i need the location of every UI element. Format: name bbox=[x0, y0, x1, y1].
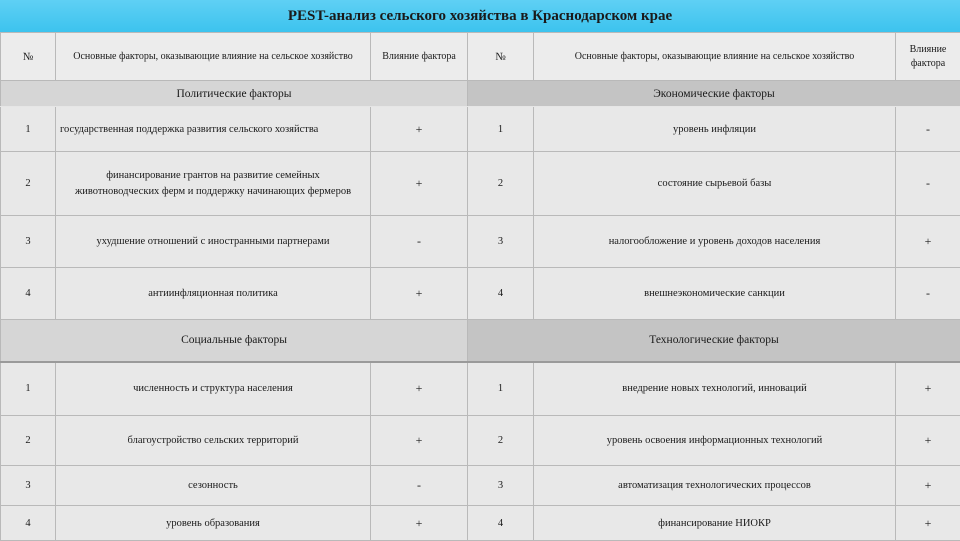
row-num: 4 bbox=[468, 506, 534, 541]
row-num: 3 bbox=[468, 466, 534, 506]
row-influence: + bbox=[896, 416, 960, 466]
section-title-technological: Технологические факторы bbox=[468, 320, 960, 362]
table-row bbox=[1, 416, 960, 466]
row-factor: сезонность bbox=[56, 466, 371, 506]
row-factor: благоустройство сельских территорий bbox=[56, 416, 371, 466]
row-factor: состояние сырьевой базы bbox=[534, 152, 896, 216]
section-title-row bbox=[1, 320, 960, 362]
row-factor: внедрение новых технологий, инноваций bbox=[534, 362, 896, 416]
row-influence: + bbox=[371, 416, 468, 466]
row-num: 3 bbox=[1, 466, 56, 506]
row-num: 1 bbox=[1, 107, 56, 152]
row-num: 4 bbox=[468, 268, 534, 320]
row-influence: - bbox=[896, 268, 960, 320]
row-influence: + bbox=[896, 466, 960, 506]
page-title: PEST-анализ сельского хозяйства в Краснодарском крае bbox=[0, 0, 960, 32]
row-factor: финансирование грантов на развитие семейных животноводческих ферм и поддержку начинающих фермеров bbox=[56, 152, 371, 216]
row-influence: + bbox=[371, 362, 468, 416]
section-title-economic: Экономические факторы bbox=[468, 81, 960, 107]
row-num: 2 bbox=[468, 152, 534, 216]
row-factor: государственная поддержка развития сельского хозяйства bbox=[56, 107, 371, 152]
pest-table bbox=[0, 32, 960, 541]
table-header-row bbox=[1, 33, 960, 81]
section-title-political: Политические факторы bbox=[1, 81, 468, 107]
table-row bbox=[1, 362, 960, 416]
row-influence: + bbox=[371, 152, 468, 216]
section-title-row bbox=[1, 81, 960, 107]
row-factor: автоматизация технологических процессов bbox=[534, 466, 896, 506]
header-num-right: № bbox=[468, 33, 534, 81]
header-factors-left: Основные факторы, оказывающие влияние на сельское хозяйство bbox=[56, 33, 371, 81]
row-factor: ухудшение отношений с иностранными партнерами bbox=[56, 216, 371, 268]
row-influence: - bbox=[896, 152, 960, 216]
row-num: 2 bbox=[1, 416, 56, 466]
row-factor: финансирование НИОКР bbox=[534, 506, 896, 541]
row-influence: + bbox=[896, 506, 960, 541]
row-factor: налогообложение и уровень доходов населения bbox=[534, 216, 896, 268]
row-influence: - bbox=[371, 216, 468, 268]
header-influence-right: Влияние фактора bbox=[896, 33, 960, 81]
row-factor: уровень инфляции bbox=[534, 107, 896, 152]
row-num: 2 bbox=[1, 152, 56, 216]
row-num: 4 bbox=[1, 506, 56, 541]
table-row bbox=[1, 107, 960, 152]
row-num: 3 bbox=[1, 216, 56, 268]
table-row bbox=[1, 268, 960, 320]
row-influence: + bbox=[371, 268, 468, 320]
header-influence-left: Влияние фактора bbox=[371, 33, 468, 81]
header-num-left: № bbox=[1, 33, 56, 81]
row-num: 2 bbox=[468, 416, 534, 466]
row-factor: антиинфляционная политика bbox=[56, 268, 371, 320]
row-factor: уровень образования bbox=[56, 506, 371, 541]
row-influence: + bbox=[896, 362, 960, 416]
row-influence: + bbox=[371, 107, 468, 152]
row-num: 3 bbox=[468, 216, 534, 268]
row-num: 1 bbox=[468, 107, 534, 152]
row-factor: численность и структура населения bbox=[56, 362, 371, 416]
table-row bbox=[1, 152, 960, 216]
row-num: 4 bbox=[1, 268, 56, 320]
row-influence: + bbox=[896, 216, 960, 268]
section-title-social: Социальные факторы bbox=[1, 320, 468, 362]
table-row bbox=[1, 506, 960, 541]
row-factor: внешнеэкономические санкции bbox=[534, 268, 896, 320]
row-influence: - bbox=[371, 466, 468, 506]
row-num: 1 bbox=[468, 362, 534, 416]
row-factor: уровень освоения информационных технологий bbox=[534, 416, 896, 466]
row-num: 1 bbox=[1, 362, 56, 416]
row-influence: + bbox=[371, 506, 468, 541]
table-row bbox=[1, 216, 960, 268]
row-influence: - bbox=[896, 107, 960, 152]
table-row bbox=[1, 466, 960, 506]
header-factors-right: Основные факторы, оказывающие влияние на сельское хозяйство bbox=[534, 33, 896, 81]
